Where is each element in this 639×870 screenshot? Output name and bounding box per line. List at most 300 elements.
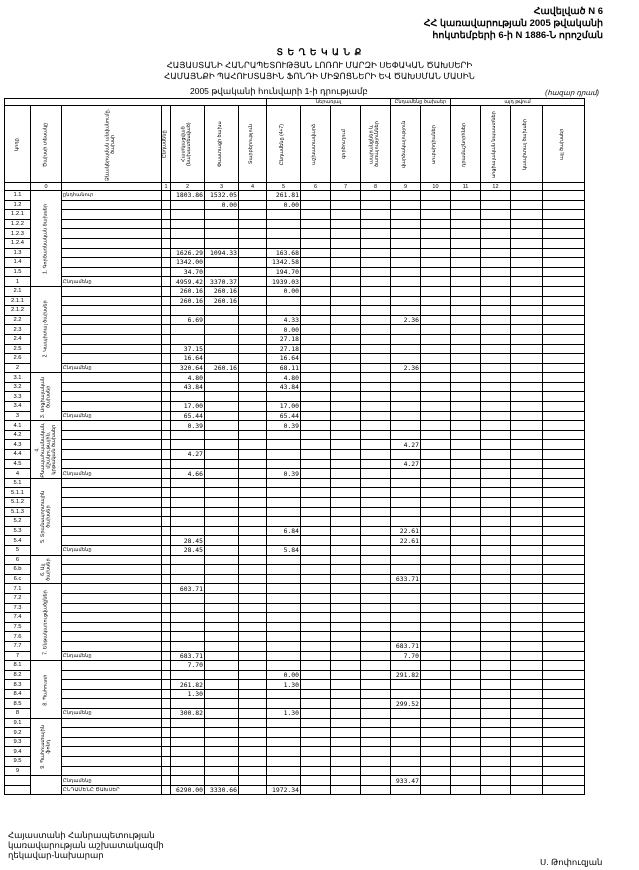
value-cell	[330, 373, 360, 383]
value-cell: 4.27	[390, 440, 420, 450]
table-row	[5, 488, 585, 498]
value-cell	[390, 488, 420, 498]
value-cell	[170, 613, 204, 623]
value-cell	[542, 603, 584, 613]
value-cell	[510, 689, 542, 699]
row-blank	[161, 248, 170, 258]
value-cell	[480, 689, 510, 699]
value-cell	[266, 737, 300, 747]
value-cell	[420, 354, 450, 364]
value-cell	[480, 430, 510, 440]
value-cell	[480, 593, 510, 603]
value-cell	[266, 488, 300, 498]
value-cell	[238, 632, 266, 642]
value-cell	[266, 507, 300, 517]
value-cell	[300, 709, 330, 719]
table-row	[5, 478, 585, 488]
value-cell	[510, 661, 542, 671]
row-blank	[161, 363, 170, 373]
value-cell	[390, 622, 420, 632]
value-cell	[238, 277, 266, 287]
value-cell	[330, 526, 360, 536]
row-label	[61, 670, 161, 680]
value-cell	[390, 593, 420, 603]
table-row	[5, 536, 585, 546]
value-cell	[510, 325, 542, 335]
value-cell	[330, 574, 360, 584]
value-cell	[238, 766, 266, 776]
value-cell	[510, 373, 542, 383]
value-cell	[390, 334, 420, 344]
value-cell	[480, 296, 510, 306]
value-cell: 0.00	[266, 325, 300, 335]
value-cell	[480, 325, 510, 335]
value-cell	[204, 593, 238, 603]
value-cell	[542, 363, 584, 373]
value-cell	[300, 469, 330, 479]
row-label	[61, 737, 161, 747]
value-cell	[266, 613, 300, 623]
value-cell	[300, 459, 330, 469]
value-cell	[204, 718, 238, 728]
value-cell	[330, 613, 360, 623]
value-cell	[542, 258, 584, 268]
value-cell	[238, 267, 266, 277]
value-cell	[238, 238, 266, 248]
value-cell	[300, 306, 330, 316]
value-cell: 4.66	[170, 469, 204, 479]
value-cell	[360, 411, 390, 421]
value-cell	[170, 430, 204, 440]
value-cell	[300, 229, 330, 239]
value-cell	[238, 670, 266, 680]
value-cell	[390, 248, 420, 258]
value-cell	[266, 747, 300, 757]
value-cell	[420, 296, 450, 306]
row-label	[61, 699, 161, 709]
table-row	[5, 229, 585, 239]
annex-line-3: հոկտեմբերի 6-ի N 1886-Ն որոշման	[432, 30, 603, 41]
value-cell	[266, 440, 300, 450]
value-cell: 1626.29	[170, 248, 204, 258]
value-cell	[450, 219, 480, 229]
section-label: 8. Պահուստ	[31, 661, 62, 719]
value-cell	[450, 574, 480, 584]
value-cell	[170, 488, 204, 498]
value-cell	[300, 536, 330, 546]
row-code: 1.2.1	[5, 210, 31, 220]
value-cell	[542, 210, 584, 220]
value-cell	[204, 536, 238, 546]
value-cell	[450, 536, 480, 546]
value-cell: 683.71	[390, 641, 420, 651]
value-cell	[542, 536, 584, 546]
value-cell	[542, 766, 584, 776]
value-cell: 3330.66	[204, 785, 238, 795]
value-cell	[542, 709, 584, 719]
table-row	[5, 785, 585, 795]
value-cell	[266, 430, 300, 440]
value-cell	[300, 507, 330, 517]
value-cell	[420, 459, 450, 469]
value-cell	[238, 737, 266, 747]
value-cell	[238, 689, 266, 699]
row-blank	[161, 785, 170, 795]
table-row	[5, 411, 585, 421]
value-cell	[450, 488, 480, 498]
value-cell	[510, 709, 542, 719]
value-cell	[204, 517, 238, 527]
row-blank	[161, 603, 170, 613]
value-cell	[204, 545, 238, 555]
value-cell	[170, 392, 204, 402]
value-cell	[420, 661, 450, 671]
column-number: 1	[161, 183, 170, 191]
value-cell	[450, 670, 480, 680]
value-cell	[420, 498, 450, 508]
value-cell	[300, 689, 330, 699]
value-cell	[480, 286, 510, 296]
table-row	[5, 603, 585, 613]
row-blank	[161, 661, 170, 671]
value-cell	[480, 709, 510, 719]
section-label: 5. Տրանսպորտային ծախսեր	[31, 478, 62, 555]
table-row	[5, 507, 585, 517]
value-cell: 16.64	[170, 354, 204, 364]
value-cell: 261.81	[266, 191, 300, 201]
column-number: 10	[420, 183, 450, 191]
value-cell	[300, 478, 330, 488]
value-cell	[360, 229, 390, 239]
value-cell	[390, 354, 420, 364]
document-date: 2005 թվականի հունվարի 1-ի դրությամբ	[190, 86, 368, 96]
value-cell	[330, 315, 360, 325]
value-cell	[238, 517, 266, 527]
value-cell	[542, 200, 584, 210]
value-cell	[360, 651, 390, 661]
value-cell	[204, 699, 238, 709]
value-cell	[266, 661, 300, 671]
value-cell	[450, 728, 480, 738]
table-row	[5, 286, 585, 296]
value-cell	[204, 584, 238, 594]
value-cell	[170, 737, 204, 747]
row-blank	[161, 421, 170, 431]
value-cell	[360, 344, 390, 354]
value-cell	[420, 382, 450, 392]
value-cell	[266, 229, 300, 239]
value-cell	[266, 498, 300, 508]
value-cell	[330, 200, 360, 210]
row-code: 8	[5, 709, 31, 719]
value-cell	[420, 344, 450, 354]
value-cell	[330, 747, 360, 757]
value-cell	[420, 757, 450, 767]
value-cell	[204, 315, 238, 325]
value-cell	[510, 344, 542, 354]
table-row	[5, 526, 585, 536]
value-cell	[480, 267, 510, 277]
row-blank	[161, 411, 170, 421]
row-code: 7.6	[5, 632, 31, 642]
value-cell	[300, 238, 330, 248]
value-cell	[300, 766, 330, 776]
value-cell: 4.80	[266, 373, 300, 383]
value-cell	[360, 238, 390, 248]
table-row	[5, 430, 585, 440]
value-cell: 933.47	[390, 776, 420, 786]
value-cell	[450, 238, 480, 248]
value-cell	[542, 507, 584, 517]
value-cell	[420, 238, 450, 248]
row-code: 1.4	[5, 258, 31, 268]
value-cell	[170, 440, 204, 450]
value-cell	[480, 373, 510, 383]
value-cell	[510, 545, 542, 555]
document-title: Տ Ե Ղ Ե Կ Ա Ն Ք	[276, 47, 363, 57]
value-cell	[300, 286, 330, 296]
row-label	[61, 440, 161, 450]
value-cell	[420, 613, 450, 623]
value-cell	[170, 622, 204, 632]
row-label	[61, 747, 161, 757]
column-header-row	[5, 106, 585, 183]
value-cell	[170, 641, 204, 651]
row-blank	[161, 651, 170, 661]
value-cell	[480, 392, 510, 402]
value-cell	[420, 728, 450, 738]
value-cell	[420, 517, 450, 527]
value-cell	[300, 613, 330, 623]
value-cell	[450, 785, 480, 795]
value-cell	[390, 286, 420, 296]
value-cell	[510, 747, 542, 757]
table-row	[5, 517, 585, 527]
value-cell	[330, 641, 360, 651]
value-cell	[420, 478, 450, 488]
value-cell	[390, 766, 420, 776]
value-cell	[300, 565, 330, 575]
value-cell	[238, 373, 266, 383]
value-cell	[360, 507, 390, 517]
row-code: 6.b	[5, 565, 31, 575]
value-cell	[204, 661, 238, 671]
row-blank	[161, 440, 170, 450]
value-cell	[510, 430, 542, 440]
row-label	[61, 536, 161, 546]
value-cell	[510, 737, 542, 747]
row-blank	[161, 728, 170, 738]
value-cell	[510, 267, 542, 277]
column-number: 5	[266, 183, 300, 191]
value-cell	[510, 440, 542, 450]
value-cell	[238, 450, 266, 460]
row-blank	[161, 622, 170, 632]
value-cell	[480, 478, 510, 488]
value-cell: 34.70	[170, 267, 204, 277]
value-cell	[170, 565, 204, 575]
value-cell	[300, 718, 330, 728]
column-number: 11	[450, 183, 480, 191]
value-cell	[300, 210, 330, 220]
row-code: 7.1	[5, 584, 31, 594]
table-row	[5, 277, 585, 287]
value-cell	[300, 392, 330, 402]
value-cell	[480, 248, 510, 258]
value-cell: 2.36	[390, 315, 420, 325]
value-cell	[330, 325, 360, 335]
row-blank	[161, 545, 170, 555]
value-cell	[450, 440, 480, 450]
value-cell	[330, 555, 360, 565]
value-cell: 0.00	[266, 670, 300, 680]
row-code: 7.4	[5, 613, 31, 623]
row-label	[61, 622, 161, 632]
table-row	[5, 757, 585, 767]
value-cell: 4.27	[170, 450, 204, 460]
table-row	[5, 747, 585, 757]
value-cell	[510, 229, 542, 239]
value-cell	[390, 325, 420, 335]
value-cell	[542, 478, 584, 488]
row-code: 9	[5, 766, 31, 776]
value-cell	[170, 517, 204, 527]
value-cell	[450, 325, 480, 335]
value-cell: 320.64	[170, 363, 204, 373]
value-cell	[360, 210, 390, 220]
value-cell	[390, 191, 420, 201]
value-cell	[300, 363, 330, 373]
table-row	[5, 392, 585, 402]
row-label	[61, 306, 161, 316]
value-cell	[510, 613, 542, 623]
value-cell	[450, 565, 480, 575]
value-cell	[300, 776, 330, 786]
value-cell	[300, 555, 330, 565]
value-cell	[450, 526, 480, 536]
annex-line-1: Հավելված N 6	[533, 6, 603, 17]
value-cell	[300, 402, 330, 412]
row-blank	[161, 680, 170, 690]
value-cell	[360, 641, 390, 651]
value-cell: 22.61	[390, 526, 420, 536]
row-code: 1.2.4	[5, 238, 31, 248]
section-label: 6. Այլ ծախսեր	[31, 555, 62, 584]
value-cell	[480, 258, 510, 268]
value-cell: 6290.00	[170, 785, 204, 795]
value-cell	[360, 555, 390, 565]
row-label	[61, 315, 161, 325]
value-cell	[480, 785, 510, 795]
value-cell	[238, 699, 266, 709]
value-cell	[480, 238, 510, 248]
value-cell	[542, 306, 584, 316]
value-cell	[450, 392, 480, 402]
table-row	[5, 459, 585, 469]
value-cell	[420, 593, 450, 603]
row-code: 1.1	[5, 191, 31, 201]
section-label: 9. Պահուստային ֆոնդ	[31, 718, 62, 776]
row-blank	[161, 344, 170, 354]
table-row	[5, 315, 585, 325]
value-cell	[300, 315, 330, 325]
value-cell	[330, 248, 360, 258]
signatory-line-2: կառավարության աշխատակազմի	[8, 840, 164, 850]
value-cell	[204, 373, 238, 383]
value-cell	[450, 248, 480, 258]
value-cell	[510, 411, 542, 421]
row-blank	[161, 517, 170, 527]
column-number	[5, 183, 31, 191]
value-cell	[300, 421, 330, 431]
value-cell: 0.00	[266, 200, 300, 210]
value-cell	[330, 766, 360, 776]
value-cell	[360, 286, 390, 296]
table-row	[5, 382, 585, 392]
value-cell	[480, 737, 510, 747]
value-cell: 0.39	[266, 421, 300, 431]
value-cell	[266, 565, 300, 575]
value-cell	[204, 210, 238, 220]
value-cell	[266, 238, 300, 248]
value-cell	[204, 238, 238, 248]
value-cell	[238, 603, 266, 613]
value-cell	[204, 334, 238, 344]
row-label	[61, 526, 161, 536]
value-cell	[450, 450, 480, 460]
row-label	[61, 373, 161, 383]
value-cell	[450, 517, 480, 527]
value-cell	[330, 680, 360, 690]
value-cell	[170, 526, 204, 536]
value-cell	[542, 737, 584, 747]
value-cell	[542, 286, 584, 296]
group-left-label: ներառյալ	[266, 99, 390, 106]
row-code: 2.1	[5, 286, 31, 296]
value-cell	[266, 718, 300, 728]
value-cell	[542, 325, 584, 335]
column-header: կապիտալ ծախսեր	[510, 106, 542, 183]
value-cell	[170, 776, 204, 786]
row-code: 6.c	[5, 574, 31, 584]
value-cell	[330, 392, 360, 402]
row-blank	[161, 200, 170, 210]
row-label	[61, 200, 161, 210]
value-cell	[204, 622, 238, 632]
row-blank	[161, 238, 170, 248]
value-cell	[300, 680, 330, 690]
row-code: 9.4	[5, 747, 31, 757]
row-code: 2.1.2	[5, 306, 31, 316]
value-cell	[542, 440, 584, 450]
value-cell	[360, 219, 390, 229]
value-cell	[360, 450, 390, 460]
value-cell	[510, 488, 542, 498]
value-cell: 260.16	[170, 286, 204, 296]
value-cell	[390, 785, 420, 795]
value-cell	[238, 219, 266, 229]
value-cell	[542, 373, 584, 383]
row-blank	[161, 478, 170, 488]
value-cell	[238, 488, 266, 498]
value-cell	[300, 191, 330, 201]
row-code	[5, 776, 31, 786]
value-cell: 3370.37	[204, 277, 238, 287]
table-row	[5, 689, 585, 699]
value-cell	[542, 421, 584, 431]
unit-label: (հազար դրամ)	[545, 90, 599, 97]
value-cell: 65.44	[266, 411, 300, 421]
